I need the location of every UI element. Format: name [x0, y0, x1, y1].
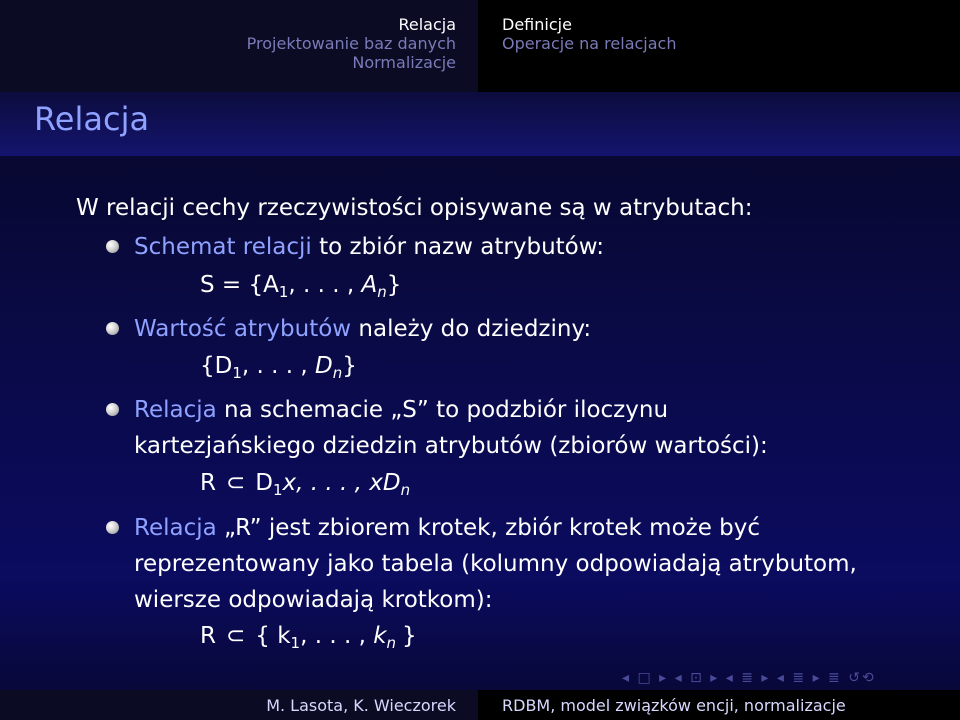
bullet-relacja-krotki [134, 514, 760, 542]
bullet-schemat [134, 233, 604, 261]
formula-dziedzina [200, 352, 357, 382]
bullet-text: należy do dziedziny: [351, 316, 592, 342]
nav-section-relacja[interactable]: Relacja [398, 15, 456, 34]
formula-part: , . . . , [300, 623, 374, 649]
term-relacja: Relacja [134, 397, 217, 423]
formula-variable: k [373, 623, 387, 649]
formula-subset-symbol: ⊂ [225, 623, 246, 649]
term-wartosc-atrybutow: Wartość atrybutów [134, 316, 352, 342]
footer-subtitle: RDBM, model związków encji, normalizacje [502, 696, 846, 715]
nav-subsection-operacje[interactable]: Operacje na relacjach [502, 34, 677, 53]
formula-part: { k [255, 623, 291, 649]
formula-subset-symbol: ⊂ [225, 470, 246, 496]
term-relacja: Relacja [134, 515, 217, 541]
term-schemat-relacji: Schemat relacji [134, 234, 312, 260]
nav-section-projektowanie[interactable]: Projektowanie baz danych [246, 34, 456, 53]
formula-subscript: n [386, 634, 397, 652]
formula-part: , . . . , [241, 353, 316, 379]
formula-subscript: 1 [232, 364, 242, 382]
formula-part: } [402, 623, 417, 649]
nav-section-normalizacje[interactable]: Normalizacje [352, 53, 456, 72]
bullet-text: „R” jest zbiorem krotek, zbiór krotek może być [216, 515, 761, 541]
formula-subscript: n [400, 481, 411, 499]
footer-author: M. Lasota, K. Wieczorek [266, 696, 456, 715]
formula-part: R [200, 623, 216, 649]
bullet-text-line2: reprezentowany jako tabela (kolumny odpowiadają atrybutom, [134, 551, 857, 577]
formula-part: , . . . , [288, 272, 362, 298]
bullet-text-line3: wiersze odpowiadają krotkom): [134, 587, 493, 613]
formula-subscript: 1 [272, 481, 283, 499]
formula-subscript: n [332, 364, 343, 382]
bullet-relacja-schemat [134, 396, 668, 424]
formula-part: {D [200, 353, 233, 379]
frame-title: Relacja [34, 100, 150, 138]
bullet-text: to zbiór nazw atrybutów: [311, 234, 605, 260]
formula-subscript: 1 [290, 634, 301, 652]
navigation-symbols-icon[interactable]: ◂ □ ▸ ◂ ⊡ ▸ ◂ ≣ ▸ ◂ ≣ ▸ ≣ ↺⟲ [622, 670, 876, 686]
footer-bar [0, 690, 960, 720]
formula-krotki [200, 622, 417, 652]
bullet-icon [106, 403, 119, 416]
formula-schemat [200, 271, 401, 301]
bullet-icon [106, 240, 119, 253]
formula-part: D [255, 470, 273, 496]
formula-part: } [342, 353, 357, 379]
intro-text: W relacji cechy rzeczywistości opisywane są w atrybutach: [76, 195, 753, 221]
formula-variable: A [361, 272, 378, 298]
formula-subscript: 1 [278, 283, 289, 301]
formula-part: x, . . . , xD [282, 470, 401, 496]
formula-part: } [386, 272, 402, 298]
footer-author-box [0, 690, 478, 720]
formula-part: S = {A [200, 272, 279, 298]
bullet-wartosc [134, 315, 591, 343]
formula-subscript: n [377, 283, 387, 301]
nav-subsection-definicje[interactable]: Definicje [502, 15, 572, 34]
formula-part: R [200, 470, 216, 496]
formula-variable: D [315, 353, 333, 379]
bullet-icon [106, 322, 119, 335]
formula-iloczyn [200, 469, 410, 499]
bullet-text-line2: kartezjańskiego dziedzin atrybutów (zbiorów wartości): [134, 433, 768, 459]
bullet-text: na schemacie „S” to podzbiór iloczynu [216, 397, 669, 423]
bullet-icon [106, 521, 119, 534]
